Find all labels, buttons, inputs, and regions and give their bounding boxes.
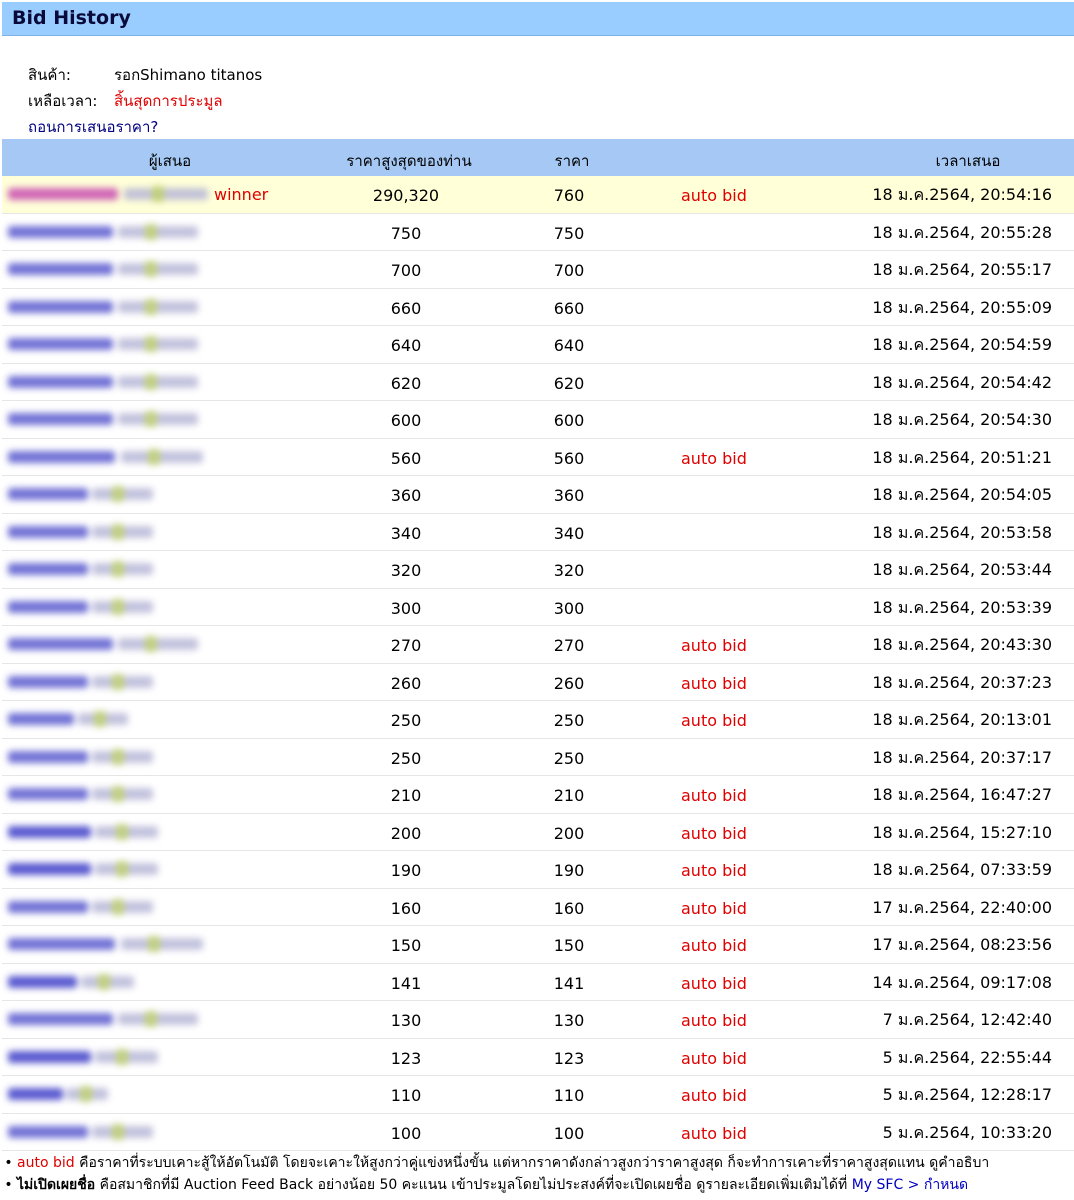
max-price-cell: 250 [390,711,422,730]
auto-bid-cell: auto bid [681,973,747,993]
bid-time-cell: 18 ม.ค.2564, 20:54:30 [872,410,1052,429]
time-left-info [28,89,223,113]
price-cell: 360 [553,486,585,505]
max-price-cell: 320 [390,561,422,580]
auto-bid-cell: auto bid [681,636,747,655]
table-row [2,289,1074,327]
bidder-name-blurred[interactable] [8,484,153,504]
note-text-auto-bid: คือราคาที่ระบบเคาะสู้ให้อัตโนมัติ โดยจะเคาะให้สูงกว่าคู่แข่งหนึ่งขั้น แต่หากราคาดังกล่าวสูงกว่าราคาสูงสุด ก็จะทำการเคาะที่ราคาสูงสุดแทน ดูคำอธิบา [74,1155,990,1171]
auto-bid-cell: auto bid [681,186,747,205]
max-price-cell: 160 [390,898,422,918]
table-row [2,176,1074,214]
max-price-cell: 560 [390,448,422,468]
page-title: Bid History [12,7,131,29]
retract-info [28,115,158,139]
bidder-name-blurred[interactable] [8,447,203,467]
note-auto-bid [0,1152,1074,1174]
bidder-name-blurred[interactable] [8,859,158,879]
price-cell: 320 [553,561,585,580]
bid-time-cell: 5 ม.ค.2564, 12:28:17 [882,1085,1052,1104]
price-cell: 260 [553,673,585,693]
table-row [2,739,1074,777]
bidder-name-blurred[interactable] [8,559,153,579]
price-cell: 210 [553,786,585,805]
table-row [2,626,1074,664]
bidder-name-blurred[interactable] [8,1047,158,1067]
price-cell: 340 [553,523,585,543]
price-cell: 270 [553,636,585,655]
bidder-name-blurred[interactable] [8,784,153,804]
auto-bid-cell: auto bid [681,936,747,955]
max-price-cell: 141 [390,973,422,993]
retract-bid-link[interactable]: ถอนการเสนอราคา? [28,118,159,136]
price-cell: 600 [553,411,585,430]
price-cell: 620 [553,373,585,393]
max-price-cell: 360 [390,486,422,505]
max-price-cell: 190 [390,861,422,880]
bid-time-cell: 18 ม.ค.2564, 20:55:28 [872,222,1052,242]
auto-bid-cell: auto bid [681,861,747,880]
max-price-cell: 700 [390,261,422,280]
bidder-name-blurred[interactable] [8,522,153,542]
bidder-name-blurred[interactable] [8,597,153,617]
item-name: รอกShimano titanos [114,66,263,84]
bid-time-cell: 5 ม.ค.2564, 22:55:44 [882,1047,1052,1067]
col-max-price: ราคาสูงสุดของท่าน [346,152,472,170]
time-left-value: สิ้นสุดการประมูล [114,92,223,110]
bid-time-cell: 18 ม.ค.2564, 20:54:59 [872,335,1052,354]
auto-bid-cell: auto bid [681,448,747,468]
bid-time-cell: 18 ม.ค.2564, 20:53:39 [872,597,1052,617]
note-text-anonymous: คือสมาชิกที่มี Auction Feed Back อย่างน้อย 50 คะแนน เข้าประมูลโดยไม่ประสงค์ที่จะเปิดเผยชื่อ ดูรายละเอียดเพิ่มเติมได้ที่ [95,1177,852,1193]
bidder-name-blurred[interactable] [8,409,198,429]
bid-time-cell: 18 ม.ค.2564, 20:55:17 [872,260,1052,279]
max-price-cell: 290,320 [372,186,440,205]
col-price: ราคา [554,152,590,170]
table-row [2,1076,1074,1114]
max-price-cell: 660 [390,298,422,318]
table-row [2,701,1074,739]
price-cell: 110 [553,1086,585,1105]
bid-time-cell: 18 ม.ค.2564, 20:51:21 [872,447,1052,467]
bid-time-cell: 18 ม.ค.2564, 20:55:09 [872,297,1052,317]
bid-time-cell: 18 ม.ค.2564, 20:54:42 [872,372,1052,392]
bidder-name-blurred[interactable] [8,259,198,279]
max-price-cell: 123 [390,1048,422,1068]
auto-bid-cell: auto bid [681,711,747,730]
auto-bid-cell: auto bid [681,786,747,805]
price-cell: 123 [553,1048,585,1068]
price-cell: 660 [553,298,585,318]
table-row [2,364,1074,402]
price-cell: 200 [553,823,585,843]
winner-label: winner [214,185,269,204]
max-price-cell: 200 [390,823,422,843]
price-cell: 300 [553,598,585,618]
auto-bid-cell: auto bid [681,1048,747,1068]
table-row [2,251,1074,289]
table-row [2,476,1074,514]
table-row [2,514,1074,552]
table-row [2,1039,1074,1077]
price-cell: 560 [553,448,585,468]
max-price-cell: 150 [390,936,422,955]
bid-time-cell: 18 ม.ค.2564, 20:54:16 [872,185,1052,204]
max-price-cell: 250 [390,748,422,768]
table-row [2,401,1074,439]
table-row [2,589,1074,627]
bullet-icon: • [4,1177,13,1193]
max-price-cell: 300 [390,598,422,618]
price-cell: 250 [553,711,585,730]
bidder-name-blurred[interactable] [8,972,133,992]
price-cell: 750 [553,223,585,243]
table-row [2,964,1074,1002]
bidder-name-blurred[interactable] [8,184,208,204]
price-cell: 141 [553,973,585,993]
price-cell: 150 [553,936,585,955]
price-cell: 130 [553,1011,585,1030]
bidder-name-blurred[interactable] [8,897,153,917]
bid-time-cell: 18 ม.ค.2564, 07:33:59 [872,860,1052,879]
bidder-name-blurred[interactable] [8,822,158,842]
bullet-icon: • [4,1155,13,1171]
note-anonymous [0,1174,1074,1196]
bid-time-cell: 14 ม.ค.2564, 09:17:08 [872,972,1052,992]
max-price-cell: 340 [390,523,422,543]
bidder-name-blurred[interactable] [8,222,198,242]
table-row [2,1001,1074,1039]
bid-time-cell: 18 ม.ค.2564, 20:54:05 [872,485,1052,504]
max-price-cell: 260 [390,673,422,693]
table-header [2,139,1074,176]
auto-bid-cell: auto bid [681,898,747,918]
bidder-name-blurred[interactable] [8,672,153,692]
bid-time-cell: 7 ม.ค.2564, 12:42:40 [882,1010,1052,1029]
price-cell: 190 [553,861,585,880]
footnotes [0,1152,1074,1196]
table-row [2,1114,1074,1152]
bidder-name-blurred[interactable] [8,1084,108,1104]
col-bidder: ผู้เสนอ [148,152,192,170]
table-row [2,776,1074,814]
auto-bid-cell: auto bid [681,673,747,693]
max-price-cell: 750 [390,223,422,243]
auto-bid-cell: auto bid [681,823,747,843]
bidder-name-blurred[interactable] [8,1009,198,1029]
note-term-auto-bid: auto bid [17,1155,75,1171]
bid-time-cell: 17 ม.ค.2564, 08:23:56 [872,935,1052,954]
price-cell: 640 [553,336,585,355]
bidder-name-blurred[interactable] [8,709,128,729]
price-cell: 100 [553,1123,585,1143]
max-price-cell: 600 [390,411,422,430]
price-cell: 760 [553,186,585,205]
auto-bid-cell: auto bid [681,1011,747,1030]
table-row [2,439,1074,477]
bid-time-cell: 18 ม.ค.2564, 15:27:10 [872,822,1052,842]
bidder-name-blurred[interactable] [8,747,153,767]
table-row [2,926,1074,964]
max-price-cell: 100 [390,1123,422,1143]
table-row [2,851,1074,889]
bid-time-cell: 18 ม.ค.2564, 20:53:58 [872,522,1052,542]
table-row [2,214,1074,252]
bid-time-cell: 18 ม.ค.2564, 20:13:01 [872,710,1052,729]
bidder-name-blurred[interactable] [8,372,198,392]
table-row [2,664,1074,702]
item-label: สินค้า: [28,66,71,84]
auto-bid-cell: auto bid [681,1086,747,1105]
price-cell: 160 [553,898,585,918]
bid-time-cell: 17 ม.ค.2564, 22:40:00 [872,897,1052,917]
max-price-cell: 110 [390,1086,422,1105]
title-bar [2,2,1074,36]
table-row [2,326,1074,364]
bidder-name-blurred[interactable] [8,934,203,954]
price-cell: 250 [553,748,585,768]
table-row [2,551,1074,589]
bid-time-cell: 18 ม.ค.2564, 20:37:23 [872,672,1052,692]
bid-time-cell: 18 ม.ค.2564, 20:37:17 [872,747,1052,767]
bid-time-cell: 18 ม.ค.2564, 16:47:27 [872,785,1052,804]
max-price-cell: 130 [390,1011,422,1030]
bid-time-cell: 5 ม.ค.2564, 10:33:20 [882,1122,1052,1142]
table-row [2,889,1074,927]
table-row [2,814,1074,852]
max-price-cell: 620 [390,373,422,393]
bidder-name-blurred[interactable] [8,634,198,654]
price-cell: 700 [553,261,585,280]
max-price-cell: 270 [390,636,422,655]
col-bid-time: เวลาเสนอ [935,152,1001,170]
auto-bid-cell: auto bid [681,1123,747,1143]
my-sfc-link[interactable]: My SFC > กำหนด [851,1177,969,1193]
time-left-label: เหลือเวลา: [28,92,98,110]
bid-time-cell: 18 ม.ค.2564, 20:53:44 [872,560,1052,579]
max-price-cell: 210 [390,786,422,805]
bidder-name-blurred[interactable] [8,297,198,317]
note-term-anonymous: ไม่เปิดเผยชื่อ [17,1177,96,1193]
item-info [28,63,262,87]
bid-table-body [2,176,1074,1151]
bidder-name-blurred[interactable] [8,334,198,354]
bid-time-cell: 18 ม.ค.2564, 20:43:30 [872,635,1052,654]
bidder-name-blurred[interactable] [8,1122,153,1142]
max-price-cell: 640 [390,336,422,355]
